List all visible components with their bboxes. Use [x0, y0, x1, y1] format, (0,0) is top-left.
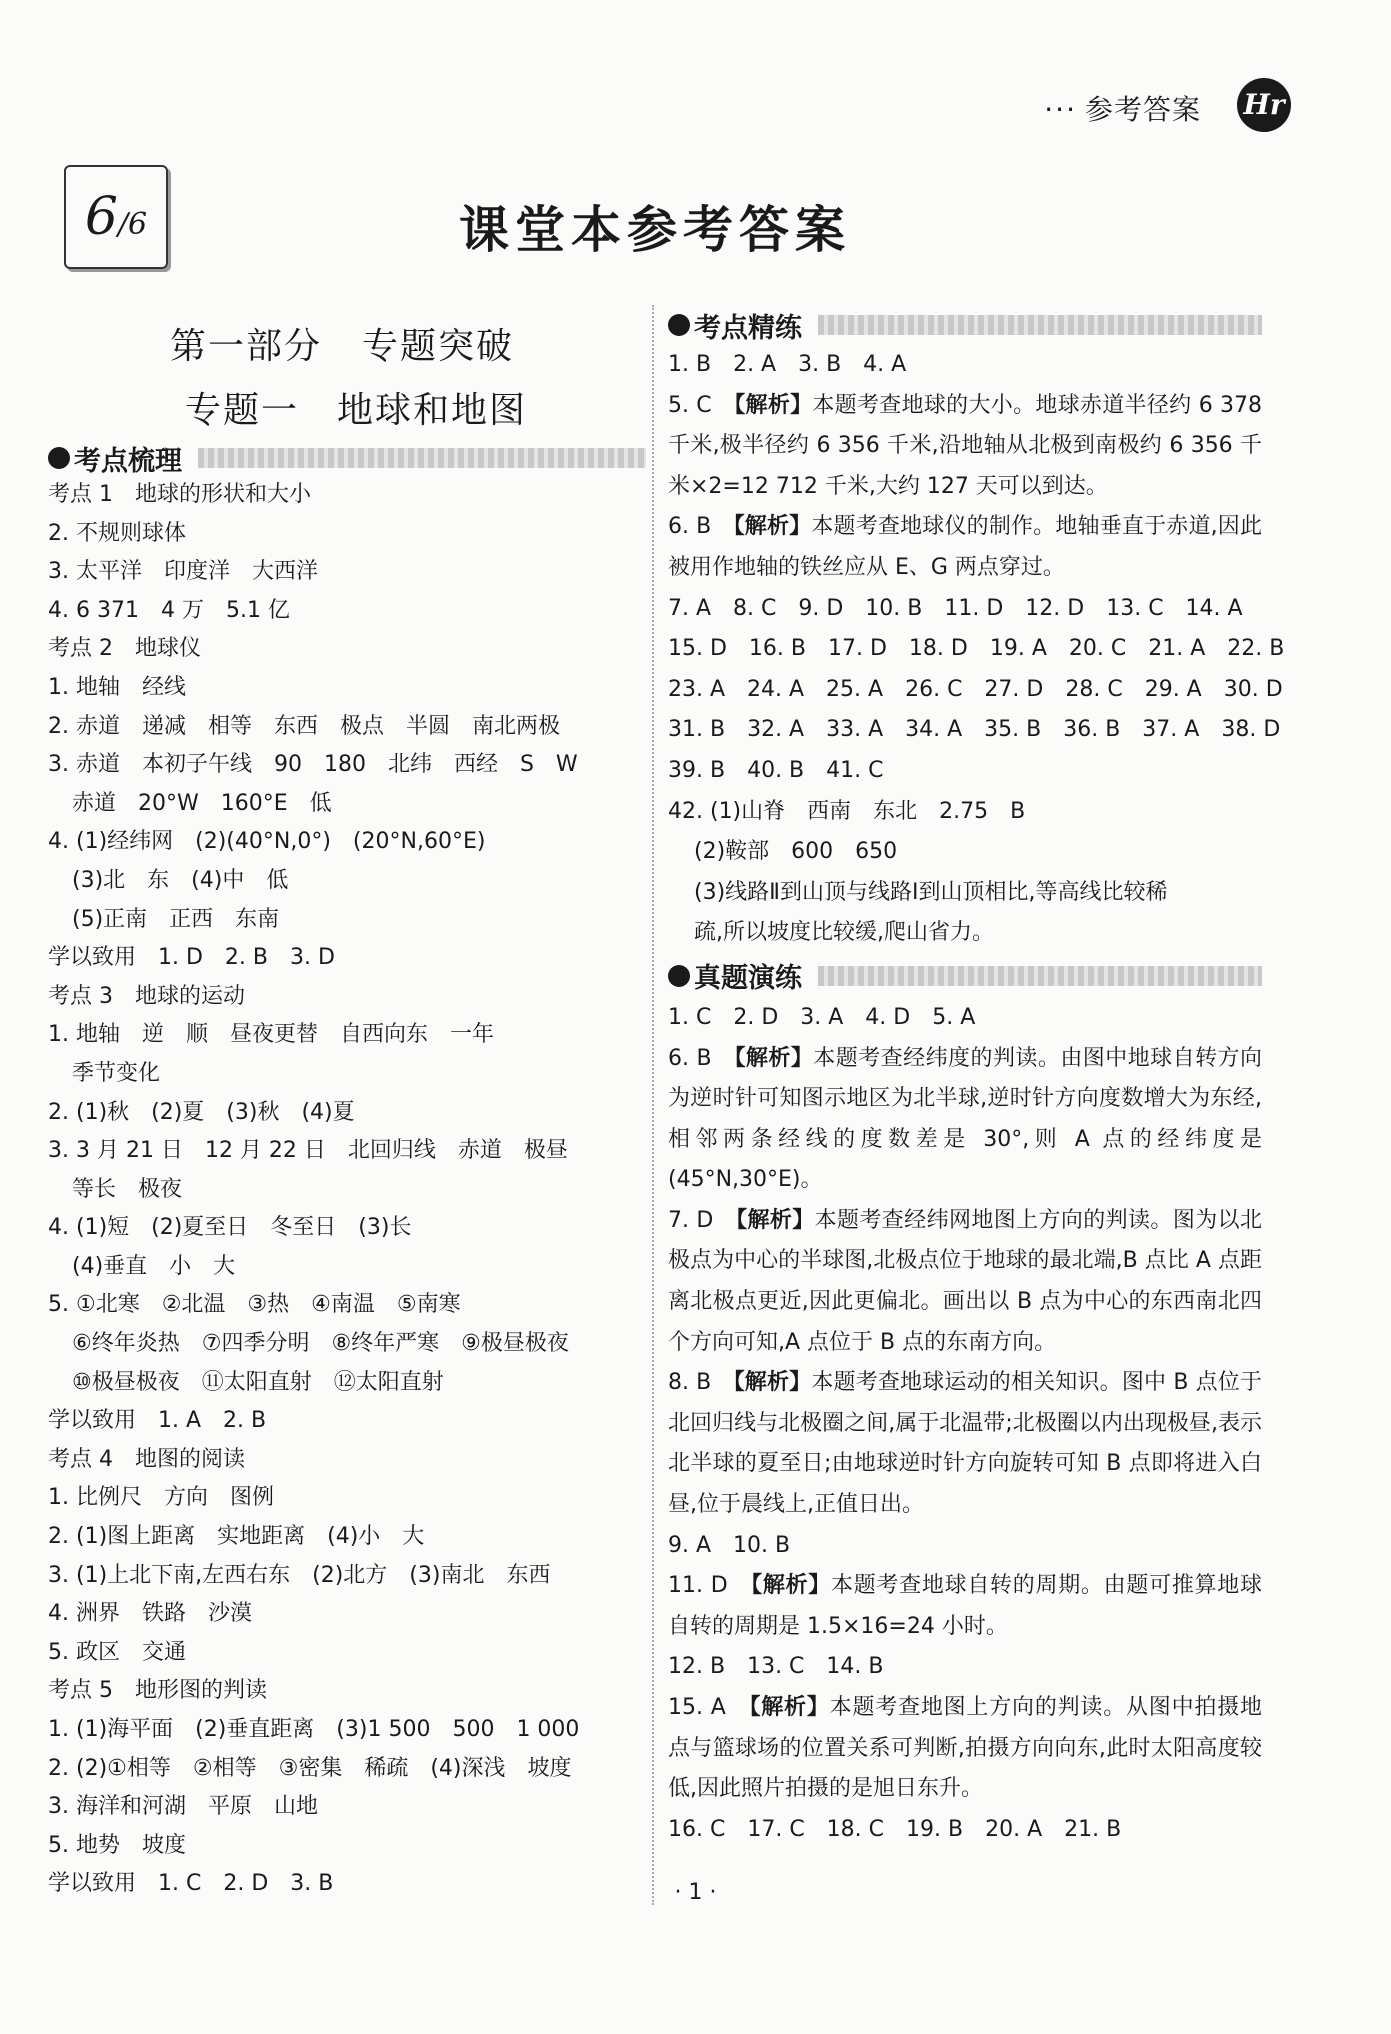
q-num: 6. B	[668, 1045, 735, 1071]
answer-line: 5. ①北寒 ②北温 ③热 ④南温 ⑤南寒	[48, 1292, 461, 1318]
analysis-text: 本题考查地球的大小。地球赤道半径约 6 378 千米,极半径约 6 356 千米,沿地轴从北极到南极约 6 356 千米×2=12 712 千米,大约 127 天可以到达。	[668, 392, 1262, 499]
answer-line: 1. 比例尺 方向 图例	[48, 1485, 274, 1511]
answer-q2-8	[668, 1363, 1262, 1525]
answer-line: 31. B 32. A 33. A 34. A 35. B 36. B 37. A 38. D	[668, 717, 1281, 743]
answer-line: 2. (1)图上距离 实地距离 (4)小 大	[48, 1524, 425, 1550]
analysis-tag: 【解析】	[734, 392, 813, 418]
answer-line: 23. A 24. A 25. A 26. C 27. D 28. C 29. A 30. D	[668, 676, 1283, 702]
answer-line: 1. (1)海平面 (2)垂直距离 (3)1 500 500 1 000	[48, 1717, 580, 1742]
brand-logo-icon	[1237, 78, 1291, 132]
answer-line: 疏,所以坡度比较缓,爬山省力。	[694, 920, 994, 946]
answer-line: (5)正南 正西 东南	[72, 906, 280, 932]
analysis-tag: 【解析】	[734, 1045, 814, 1071]
analysis-tag: 【解析】	[751, 1573, 831, 1599]
answer-line: 赤道 20°W 160°E 低	[72, 790, 332, 816]
column-divider	[652, 305, 654, 1905]
answer-line: 考点 2 地球仪	[48, 636, 201, 662]
page-title: 课堂本参考答案	[459, 201, 851, 259]
answer-line: 1. C 2. D 3. A 4. D 5. A	[668, 1004, 976, 1030]
analysis-text: 本题考查地图上方向的判读。从图中拍摄地点与篮球场的位置关系可判断,拍摄方向向东,此时太阳高度较低,因此照片拍摄的是旭日东升。	[668, 1695, 1262, 1802]
answer-line: (4)垂直 小 大	[72, 1253, 236, 1279]
answer-q2-11	[668, 1566, 1262, 1647]
analysis-text: 本题考查地球运动的相关知识。图中 B 点位于北回归线与北极圈之间,属于北温带;北极圈以内出现极昼,表示北半球的夏至日;由地球逆时针方向旋转可知 B 点即将进入白昼,位于晨线上,正值日出。	[668, 1370, 1262, 1518]
analysis-tag: 【解析】	[733, 1370, 812, 1396]
part-title-right: 专题突破	[362, 326, 515, 367]
answer-line: 3. 太平洋 印度洋 大西洋	[48, 559, 318, 585]
answer-line: 考点 1 地球的形状和大小	[48, 482, 311, 507]
answer-q6	[668, 507, 1262, 588]
answer-line: 3. (1)上北下南,左西右东 (2)北方 (3)南北 东西	[48, 1562, 551, 1588]
answer-line: 5. 政区 交通	[48, 1639, 186, 1665]
answer-line: 7. A 8. C 9. D 10. B 11. D 12. D 13. C 14. A	[668, 595, 1243, 621]
header-text: 参考答案	[1084, 93, 1201, 126]
section-bullet-icon	[668, 314, 690, 336]
answer-q2-7	[668, 1201, 1262, 1363]
section-header-kaodian-shuli	[48, 440, 646, 476]
section-bar	[198, 448, 646, 468]
answer-line: 1. 地轴 经线	[48, 674, 186, 700]
answer-line: 2. (2)①相等 ②相等 ③密集 稀疏 (4)深浅 坡度	[48, 1755, 572, 1781]
topic-title: 专题一 地球和地图	[185, 390, 528, 431]
part-title-left: 第一部分	[170, 326, 323, 367]
answer-line: 2. (1)秋 (2)夏 (3)秋 (4)夏	[48, 1099, 355, 1125]
brand-small: /6	[117, 207, 148, 242]
answer-line: (3)线路Ⅱ到山顶与线路Ⅰ到山顶相比,等高线比较稀	[694, 879, 1168, 905]
answer-line: 5. 地势 坡度	[48, 1832, 186, 1858]
answer-line: 考点 5 地形图的判读	[48, 1678, 267, 1704]
analysis-tag: 【解析】	[733, 514, 812, 540]
header-dots: ···	[1044, 93, 1077, 126]
answer-line: 4. 洲界 铁路 沙漠	[48, 1601, 252, 1627]
part-title	[170, 318, 514, 369]
section-header-zhenti-yanlian	[668, 954, 1262, 998]
answer-line: 学以致用 1. D 2. B 3. D	[48, 945, 335, 971]
answer-line: 1. 地轴 逆 顺 昼夜更替 自西向东 一年	[48, 1022, 494, 1048]
answer-line: 16. C 17. C 18. C 19. B 20. A 21. B	[668, 1816, 1122, 1842]
q-num: 5. C	[668, 392, 735, 418]
page-number: · 1 ·	[674, 1880, 717, 1905]
answer-line: 15. D 16. B 17. D 18. D 19. A 20. C 21. A 22. B	[668, 636, 1285, 662]
left-lines	[48, 476, 646, 1904]
answer-line: 学以致用 1. C 2. D 3. B	[48, 1871, 334, 1897]
answer-line: ⑩极昼极夜 ⑪太阳直射 ⑫太阳直射	[72, 1369, 444, 1395]
section-title: 考点梳理	[74, 445, 182, 477]
answer-q5	[668, 386, 1262, 508]
q-num: 11. D	[668, 1573, 752, 1599]
right-column	[668, 305, 1285, 1850]
answer-line: 4. 6 371 4 万 5.1 亿	[48, 597, 290, 623]
section-bar	[818, 315, 1262, 335]
answer-line: 3. 3 月 21 日 12 月 22 日 北回归线 赤道 极昼	[48, 1138, 568, 1164]
answer-line: 季节变化	[72, 1060, 161, 1086]
answer-line: 9. A 10. B	[668, 1532, 791, 1558]
logo-text: Hr	[1243, 88, 1285, 121]
section-bullet-icon	[668, 965, 690, 987]
analysis-text: 本题考查地球自转的周期。由题可推算地球自转的周期是 1.5×16=24 小时。	[668, 1573, 1262, 1639]
answer-line: 考点 3 地球的运动	[48, 983, 245, 1009]
analysis-text: 本题考查经纬度的判读。由图中地球自转方向为逆时针可知图示地区为北半球,逆时针方向度数增大为东经,相邻两条经线的度数差是 30°,则 A 点的经纬度是(45°N,30°E)。	[668, 1045, 1262, 1193]
analysis-text: 本题考查地球仪的制作。地轴垂直于赤道,因此被用作地轴的铁丝应从 E、G 两点穿过。	[668, 514, 1262, 580]
answer-line: 1. B 2. A 3. B 4. A	[668, 352, 907, 377]
answer-line: (2)鞍部 600 650	[694, 839, 898, 865]
analysis-tag: 【解析】	[749, 1695, 830, 1720]
answer-line: 等长 极夜	[72, 1176, 183, 1202]
section-bar	[818, 966, 1262, 986]
answer-line: 42. (1)山脊 西南 东北 2.75 B	[668, 798, 1026, 824]
header-label	[1044, 88, 1201, 128]
answer-line: 3. 海洋和河湖 平原 山地	[48, 1794, 318, 1820]
answer-line: 3. 赤道 本初子午线 90 180 北纬 西经 S W	[48, 752, 578, 778]
section-title: 考点精练	[694, 312, 802, 344]
answer-q2-15	[668, 1688, 1262, 1810]
section-title: 真题演练	[694, 963, 802, 995]
answer-line: (3)北 东 (4)中 低	[72, 867, 289, 893]
analysis-text: 本题考查经纬网地图上方向的判读。图为以北极点为中心的半球图,北极点位于地球的最北端,B 点比 A 点距离北极点更近,因此更偏北。画出以 B 点为中心的东西南北四个方向可知,A 点位于 B 点的东南方向。	[668, 1207, 1262, 1355]
section-bullet-icon	[48, 447, 70, 469]
answer-line: 学以致用 1. A 2. B	[48, 1408, 267, 1434]
answer-q2-6	[668, 1039, 1262, 1201]
answer-line: 4. (1)短 (2)夏至日 冬至日 (3)长	[48, 1215, 412, 1241]
q-num: 6. B	[668, 514, 734, 540]
brand-big: 6	[84, 187, 118, 247]
q-num: 8. B	[668, 1370, 734, 1396]
answer-line: 2. 不规则球体	[48, 520, 186, 546]
answer-line: 39. B 40. B 41. C	[668, 757, 884, 783]
section-header-kaodian-jinglian	[668, 305, 1262, 345]
q-num: 7. D	[668, 1207, 737, 1233]
answer-line: ⑥终年炎热 ⑦四季分明 ⑧终年严寒 ⑨极昼极夜	[72, 1331, 569, 1357]
answer-line: 4. (1)经纬网 (2)(40°N,0°) (20°N,60°E)	[48, 829, 486, 855]
analysis-tag: 【解析】	[736, 1207, 815, 1233]
left-column	[48, 440, 646, 1904]
answer-line: 12. B 13. C 14. B	[668, 1654, 884, 1680]
q-num: 15. A	[668, 1695, 750, 1720]
answer-line: 考点 4 地图的阅读	[48, 1446, 245, 1472]
answer-line: 2. 赤道 递减 相等 东西 极点 半圆 南北两极	[48, 713, 560, 739]
